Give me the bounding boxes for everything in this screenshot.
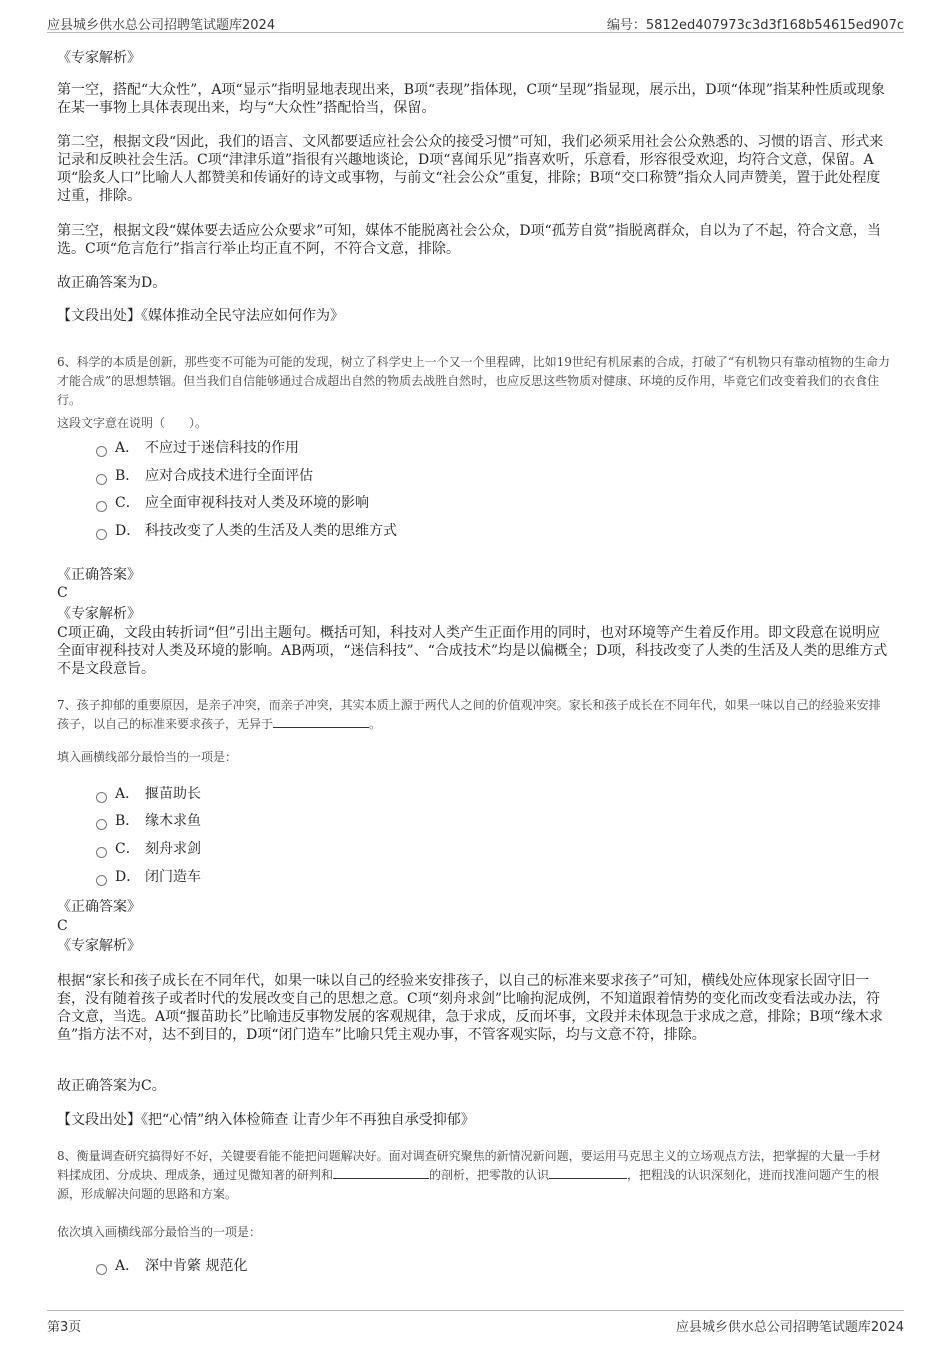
q7-option-c[interactable] [96, 839, 201, 859]
answer-blank [333, 1166, 429, 1179]
page-number: 第3页 [47, 1320, 82, 1335]
q7-stem-end: 。 [369, 717, 382, 731]
radio-icon[interactable] [96, 1264, 107, 1275]
option-letter: B． [115, 468, 140, 484]
q5-analysis-para3: 第三空，根据文段“媒体要去适应公众要求”可知，媒体不能脱离社会公众，D项“孤芳自赏”指脱离群众，自以为了不起，符合文意，当选。C项“危言危行”指言行举止均正直不阿，不符合文意，排除。 [57, 223, 881, 257]
q7-option-b[interactable] [96, 811, 201, 831]
option-text: 科技改变了人类的生活及人类的思维方式 [145, 523, 397, 539]
q7-stem-text: 7、孩子抑郁的重要原因，是亲子冲突，而亲子冲突，其实本质上源于两代人之间的价值观冲突。家长和孩子成长在不同年代，如果一味以自己的经验来安排孩子，以自己的标准来要求孩子，无异于 [57, 698, 881, 731]
option-letter: A． [115, 786, 140, 802]
q7-conclusion: 故正确答案为C。 [57, 1078, 166, 1094]
q6-analysis-label: 《专家解析》 [57, 606, 141, 622]
option-text: 应全面审视科技对人类及环境的影响 [145, 495, 369, 511]
q6-option-b[interactable] [96, 466, 313, 486]
q7-analysis-label: 《专家解析》 [57, 938, 141, 954]
q6-option-c[interactable] [96, 493, 369, 513]
q8-stem-c: ，把粗浅的认识深刻化，进而找准问题产生的根源，形成解决问题的思路和方案。 [57, 1168, 880, 1201]
option-text: 应对合成技术进行全面评估 [145, 468, 313, 484]
q5-analysis-para1: 第一空，搭配“大众性”，A项“显示”指明显地表现出来，B项“表现”指体现，C项“呈现”指显现，展示出，D项“体现”指某种性质或现象在某一事物上具体表现出来，均与“大众性”搭配恰当，保留。 [57, 82, 885, 116]
q6-answer-label: 《正确答案》 [57, 567, 141, 583]
option-letter: D． [115, 869, 141, 885]
q8-stem-a: 8、衡量调查研究搞得好不好，关键要看能不能把问题解决好。面对调查研究聚焦的新情况新问题，要运用马克思主义的立场观点方法，把掌握的大量一手材料揉成团、分成块、理成条，通过见微知著的研判和 [57, 1149, 881, 1182]
q5-source: 【文段出处】《媒体推动全民守法应如何作为》 [57, 308, 344, 324]
q5-analysis-para2: 第二空，根据文段“因此，我们的语言、文风都要适应社会公众的接受习惯”可知，我们必须采用社会公众熟悉的、习惯的语言、形式来记录和反映社会生活。C项“津津乐道”指很有兴趣地谈论，D项“喜闻乐见”指喜欢听，乐意看，形容很受欢迎，均符合文意，保留。A项“脍炙人口”比喻人人都赞美和传诵好的诗文或事物，与前文“社会公众”重复，排除；B项“交口称赞”指众人同声赞美，置于此处程度过重，排除。 [57, 134, 884, 204]
option-text: 缘木求鱼 [145, 813, 201, 829]
page-header [47, 10, 904, 33]
footer-title: 应县城乡供水总公司招聘笔试题库2024 [675, 1320, 904, 1335]
q6-option-d[interactable] [96, 521, 397, 541]
q7-answer: C [57, 918, 68, 934]
q7-source: 【文段出处】《把“心情”纳入体检筛查 让青少年不再独自承受抑郁》 [57, 1112, 475, 1128]
radio-icon[interactable] [96, 529, 107, 540]
q7-analysis: 根据“家长和孩子成长在不同年代，如果一味以自己的经验来安排孩子，以自己的标准来要求孩子”可知，横线处应体现家长固守旧一套，没有随着孩子或者时代的发展改变自己的思想之意。C项“刻舟求剑”比喻拘泥成例，不知道跟着情势的变化而改变看法或办法，符合文意，当选。A项“揠苗助长”比喻违反事物发展的客观规律，急于求成，反而坏事，文段并未体现急于求成之意，排除；B项“缘木求鱼”指方法不对，达不到目的，D项“闭门造车”比喻只凭主观办事，不管客观实际，均与文意不符，排除。 [57, 973, 883, 1043]
q6-stem: 6、科学的本质是创新，那些变不可能为可能的发现，树立了科学史上一个又一个里程碑，比如19世纪有机尿素的合成，打破了“有机物只有靠动植物的生命力才能合成”的思想禁锢。但当我们自信能够通过合成超出自然的物质去战胜自然时，也应反思这些物质对健康、环境的反作用，毕竟它们改变着我们的衣食住行。 [57, 355, 891, 407]
q7-option-a[interactable] [96, 784, 201, 804]
radio-icon[interactable] [96, 819, 107, 830]
answer-blank [549, 1166, 627, 1179]
q7-answer-label: 《正确答案》 [57, 899, 141, 915]
radio-icon[interactable] [96, 474, 107, 485]
answer-blank [273, 715, 369, 728]
option-letter: C． [115, 495, 140, 511]
q6-answer: C [57, 585, 68, 601]
q6-option-a[interactable] [96, 438, 299, 458]
radio-icon[interactable] [96, 847, 107, 858]
option-letter: B． [115, 813, 140, 829]
option-letter: D． [115, 523, 141, 539]
option-text: 闭门造车 [145, 869, 201, 885]
q8-stem-b: 的剖析，把零散的认识 [429, 1168, 550, 1182]
page-footer [47, 1310, 904, 1333]
option-letter: C． [115, 841, 140, 857]
radio-icon[interactable] [96, 875, 107, 886]
q6-prompt: 这段文字意在说明（ ）。 [57, 416, 208, 430]
radio-icon[interactable] [96, 501, 107, 512]
option-text: 刻舟求剑 [145, 841, 201, 857]
q5-analysis-label: 《专家解析》 [57, 50, 141, 66]
option-text: 揠苗助长 [145, 786, 201, 802]
q7-stem [57, 696, 892, 734]
radio-icon[interactable] [96, 446, 107, 457]
q6-analysis: C项正确，文段由转折词“但”引出主题句。概括可知，科技对人类产生正面作用的同时，也对环境等产生着反作用。即文段意在说明应全面审视科技对人类及环境的影响。AB两项，“迷信科技”、“合成技术”均是以偏概全；D项，科技改变了人类的生活及人类的思维方式不是文段意旨。 [57, 625, 888, 677]
option-letter: A． [115, 440, 140, 456]
q8-option-a[interactable] [96, 1256, 247, 1276]
radio-icon[interactable] [96, 792, 107, 803]
q7-option-d[interactable] [96, 867, 201, 887]
option-letter: A． [115, 1258, 140, 1274]
option-text: 深中肯綮 规范化 [145, 1258, 248, 1274]
q8-prompt: 依次填入画横线部分最恰当的一项是： [57, 1225, 262, 1239]
q7-prompt: 填入画横线部分最恰当的一项是： [57, 750, 238, 764]
header-title: 应县城乡供水总公司招聘笔试题库2024 [47, 18, 276, 33]
option-text: 不应过于迷信科技的作用 [145, 440, 299, 456]
q5-conclusion: 故正确答案为D。 [57, 275, 167, 291]
header-doc-id: 编号：5812ed407973c3d3f168b54615ed907c [606, 18, 904, 33]
q8-stem [57, 1147, 892, 1204]
